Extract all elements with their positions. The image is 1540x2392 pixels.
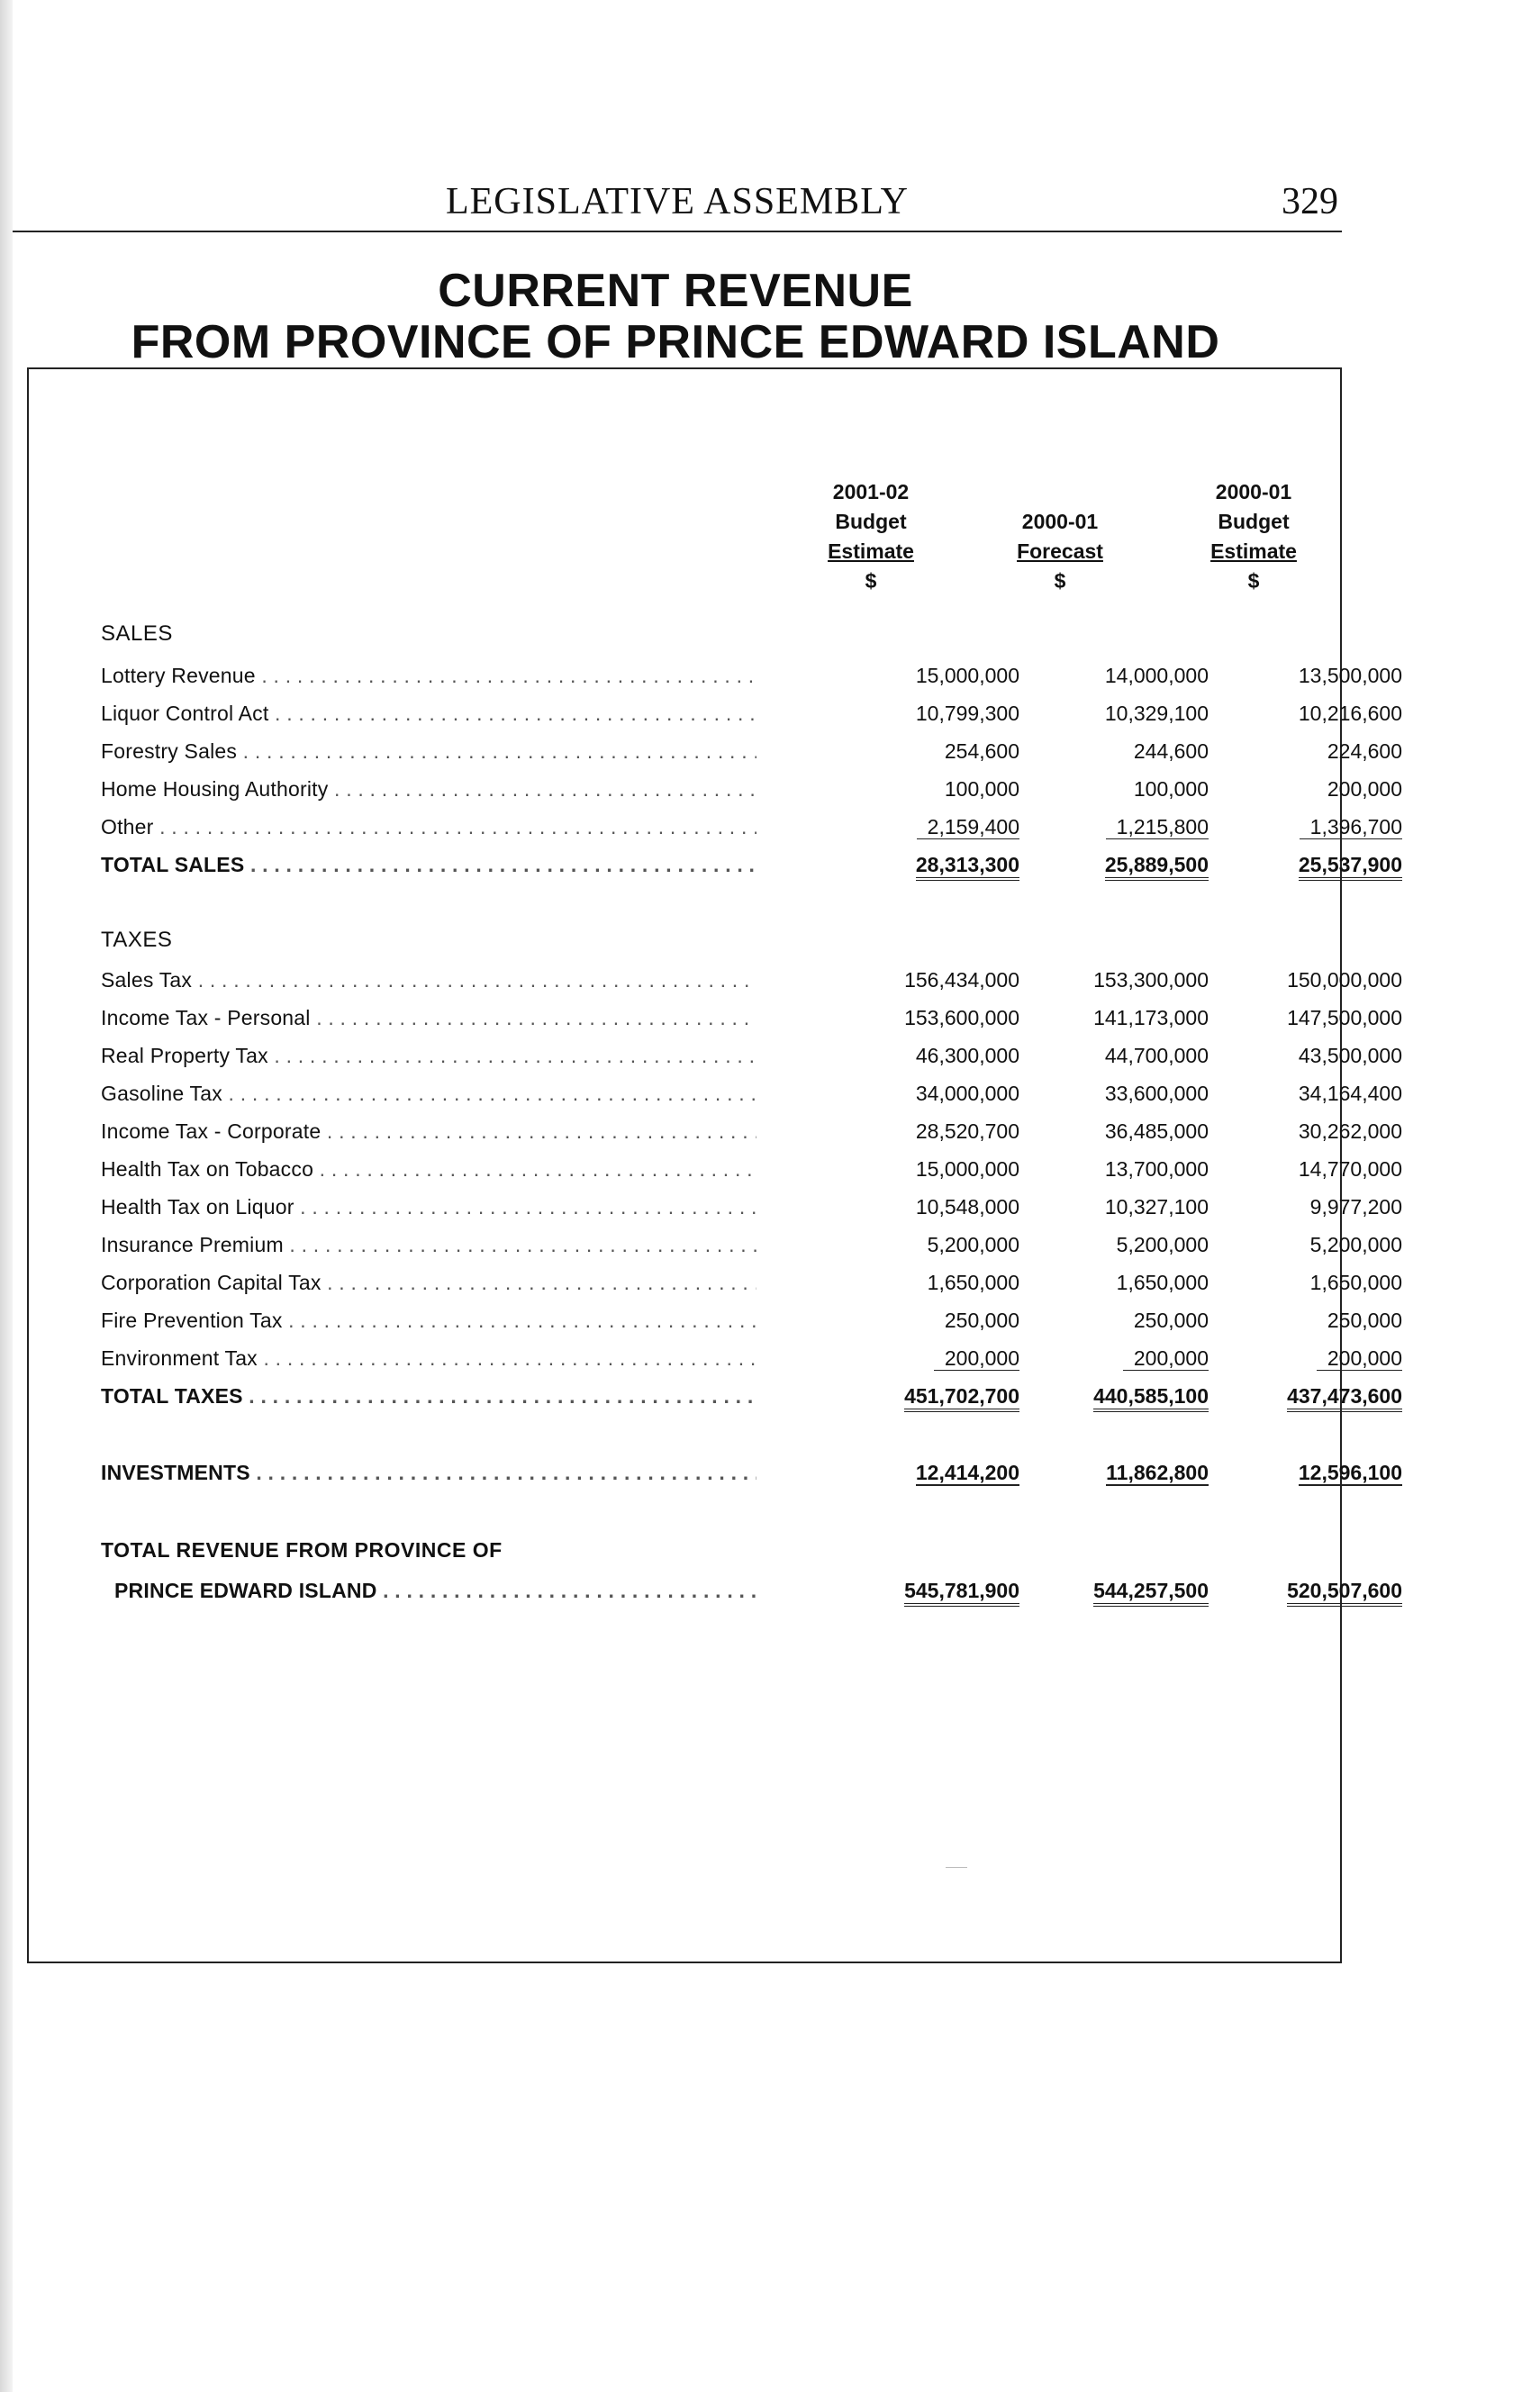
value-2000-01-forecast: 1,650,000 <box>1116 1271 1209 1294</box>
value-2001-02-budget: 100,000 <box>944 777 1019 801</box>
table-row <box>101 1195 1402 1231</box>
value-2000-01-budget: 43,500,000 <box>1298 1044 1402 1067</box>
column-header-kind: Estimate <box>1210 539 1297 563</box>
row-label: Liquor Control Act . . . <box>101 702 756 726</box>
value-2000-01-forecast: 44,700,000 <box>1104 1044 1209 1067</box>
investments-row <box>101 1461 1402 1497</box>
table-row <box>101 739 1402 775</box>
value-2000-01-budget: 25,537,900 <box>1222 853 1402 877</box>
table-row <box>101 1346 1402 1382</box>
value-2000-01-budget: 1,396,700 <box>1222 815 1402 839</box>
value-2000-01-budget: 224,600 <box>1327 739 1402 763</box>
column-header-year <box>961 477 1159 507</box>
value-2001-02-budget: 28,313,300 <box>839 853 1019 877</box>
value-2000-01-forecast: 33,600,000 <box>1104 1082 1209 1105</box>
value-2000-01-budget: 520,507,600 <box>1222 1579 1402 1603</box>
table-row <box>101 777 1402 813</box>
value-2000-01-forecast: 250,000 <box>1133 1309 1209 1332</box>
value-2000-01-forecast: 100,000 <box>1133 777 1209 801</box>
row-label: Health Tax on Liquor . . . <box>101 1195 756 1219</box>
value-2001-02-budget: 15,000,000 <box>915 1157 1019 1181</box>
value-2001-02-budget: 200,000 <box>839 1346 1019 1371</box>
value-2000-01-forecast: 36,485,000 <box>1104 1119 1209 1143</box>
row-label: Lottery Revenue . . . <box>101 664 756 688</box>
column-header-unit: $ <box>1247 569 1260 593</box>
value-2000-01-budget: 34,164,400 <box>1298 1082 1402 1105</box>
value-2001-02-budget: 10,548,000 <box>915 1195 1019 1219</box>
column-header-kind: Estimate <box>828 539 914 563</box>
total-sales-row <box>101 853 1402 889</box>
grand-total-row <box>114 1579 1402 1615</box>
table-row <box>101 968 1402 1004</box>
column-header-type: Budget <box>835 510 907 533</box>
row-label: Income Tax - Corporate . . . <box>101 1119 756 1144</box>
table-row <box>101 1309 1402 1345</box>
column-header-budget-2000-01 <box>1155 477 1353 596</box>
row-label: Environment Tax . . . <box>101 1346 756 1371</box>
grand-total-label-line1: TOTAL REVENUE FROM PROVINCE OF <box>101 1538 503 1562</box>
sales-heading: SALES <box>101 621 173 646</box>
row-label: TOTAL TAXES . . . <box>101 1384 756 1409</box>
value-2000-01-budget: 147,500,000 <box>1287 1006 1402 1029</box>
scan-mark <box>946 1867 967 1868</box>
table-row <box>101 1271 1402 1307</box>
column-header-type: 2000-01 <box>1021 510 1099 533</box>
value-2000-01-forecast: 10,329,100 <box>1104 702 1209 725</box>
row-label: Insurance Premium . . . <box>101 1233 756 1257</box>
column-header-year: 2001-02 <box>832 480 910 503</box>
row-label: Fire Prevention Tax . . . <box>101 1309 756 1333</box>
row-label: Health Tax on Tobacco . . . <box>101 1157 756 1182</box>
row-label: Forestry Sales . . . <box>101 739 756 764</box>
value-2000-01-forecast: 10,327,100 <box>1104 1195 1209 1219</box>
column-header-type: Budget <box>1218 510 1290 533</box>
value-2001-02-budget: 15,000,000 <box>915 664 1019 687</box>
value-2000-01-forecast: 5,200,000 <box>1116 1233 1209 1256</box>
value-2001-02-budget: 451,702,700 <box>839 1384 1019 1409</box>
table-row <box>101 1233 1402 1269</box>
document-title-line2: FROM PROVINCE OF PRINCE EDWARD ISLAND <box>131 316 1220 368</box>
book-spine-shadow <box>0 0 13 2392</box>
row-label: Income Tax - Personal . . . <box>101 1006 756 1030</box>
total-taxes-row <box>101 1384 1402 1420</box>
value-2001-02-budget: 34,000,000 <box>915 1082 1019 1105</box>
value-2001-02-budget: 46,300,000 <box>915 1044 1019 1067</box>
value-2000-01-budget: 13,500,000 <box>1298 664 1402 687</box>
row-label: Real Property Tax . . . <box>101 1044 756 1068</box>
value-2000-01-budget: 5,200,000 <box>1309 1233 1402 1256</box>
revenue-table-frame <box>27 367 1402 1963</box>
row-label: Gasoline Tax . . . <box>101 1082 756 1106</box>
row-label: INVESTMENTS . . . <box>101 1461 756 1485</box>
value-2000-01-forecast: 14,000,000 <box>1104 664 1209 687</box>
table-row <box>101 702 1402 738</box>
table-row <box>101 1119 1402 1155</box>
row-label: PRINCE EDWARD ISLAND . . . <box>114 1579 756 1603</box>
value-2000-01-budget: 1,650,000 <box>1309 1271 1402 1294</box>
value-2000-01-budget: 12,596,100 <box>1298 1461 1402 1484</box>
value-2001-02-budget: 545,781,900 <box>839 1579 1019 1603</box>
value-2000-01-forecast: 13,700,000 <box>1104 1157 1209 1181</box>
column-header-kind: Forecast <box>1017 539 1103 563</box>
page-header <box>13 180 1342 232</box>
value-2000-01-forecast: 244,600 <box>1133 739 1209 763</box>
table-row <box>101 664 1402 700</box>
page-number: 329 <box>1282 181 1338 222</box>
value-2000-01-forecast: 544,257,500 <box>1028 1579 1209 1603</box>
value-2000-01-forecast: 1,215,800 <box>1028 815 1209 839</box>
column-header-unit: $ <box>865 569 877 593</box>
column-header-forecast-2000-01 <box>961 477 1159 596</box>
value-2000-01-forecast: 200,000 <box>1028 1346 1209 1371</box>
value-2001-02-budget: 254,600 <box>944 739 1019 763</box>
value-2000-01-budget: 9,977,200 <box>1309 1195 1402 1219</box>
value-2001-02-budget: 12,414,200 <box>915 1461 1019 1484</box>
table-row <box>101 1082 1402 1118</box>
value-2000-01-budget: 10,216,600 <box>1298 702 1402 725</box>
value-2001-02-budget: 156,434,000 <box>904 968 1019 992</box>
value-2000-01-budget: 30,262,000 <box>1298 1119 1402 1143</box>
value-2001-02-budget: 1,650,000 <box>927 1271 1019 1294</box>
taxes-heading: TAXES <box>101 928 173 952</box>
row-label: Corporation Capital Tax . . . <box>101 1271 756 1295</box>
column-header-budget-2001-02 <box>772 477 970 596</box>
row-label: TOTAL SALES . . . <box>101 853 756 877</box>
value-2000-01-budget: 437,473,600 <box>1222 1384 1402 1409</box>
table-row <box>101 1157 1402 1193</box>
value-2000-01-forecast: 11,862,800 <box>1106 1461 1209 1484</box>
value-2001-02-budget: 10,799,300 <box>915 702 1019 725</box>
row-label: Other . . . <box>101 815 756 839</box>
row-label: Sales Tax . . . <box>101 968 756 992</box>
value-2000-01-budget: 200,000 <box>1222 1346 1402 1371</box>
value-2000-01-forecast: 25,889,500 <box>1028 853 1209 877</box>
value-2000-01-forecast: 153,300,000 <box>1093 968 1209 992</box>
table-row <box>101 815 1402 851</box>
value-2000-01-budget: 250,000 <box>1327 1309 1402 1332</box>
column-header-year: 2000-01 <box>1215 480 1292 503</box>
value-2000-01-budget: 200,000 <box>1327 777 1402 801</box>
value-2001-02-budget: 28,520,700 <box>915 1119 1019 1143</box>
value-2001-02-budget: 5,200,000 <box>927 1233 1019 1256</box>
value-2001-02-budget: 153,600,000 <box>904 1006 1019 1029</box>
header-title: LEGISLATIVE ASSEMBLY <box>446 181 909 222</box>
value-2001-02-budget: 250,000 <box>944 1309 1019 1332</box>
value-2000-01-budget: 150,000,000 <box>1287 968 1402 992</box>
value-2000-01-forecast: 141,173,000 <box>1093 1006 1209 1029</box>
row-label: Home Housing Authority . . . <box>101 777 756 802</box>
value-2000-01-forecast: 440,585,100 <box>1028 1384 1209 1409</box>
column-header-unit: $ <box>1054 569 1066 593</box>
value-2001-02-budget: 2,159,400 <box>839 815 1019 839</box>
value-2000-01-budget: 14,770,000 <box>1298 1157 1402 1181</box>
table-row <box>101 1044 1402 1080</box>
document-title-line1: CURRENT REVENUE <box>438 265 913 317</box>
table-row <box>101 1006 1402 1042</box>
